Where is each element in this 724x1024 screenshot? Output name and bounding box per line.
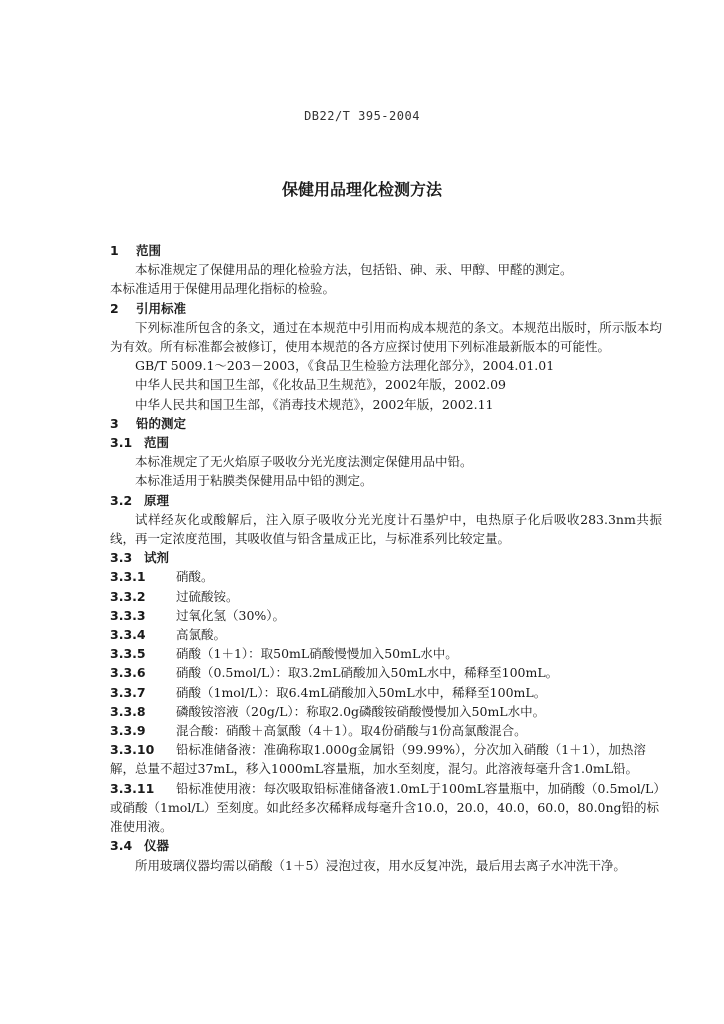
paragraph: 本标准适用于保健用品理化指标的检验。	[110, 281, 336, 297]
subsection-heading-3-2: 3.2 原理	[110, 492, 170, 508]
subsection-heading-3-3: 3.3 试剂	[110, 550, 170, 566]
reference-item: 中华人民共和国卫生部，《消毒技术规范》，2002年版，2002.11	[135, 396, 494, 412]
standard-code: DB22/T 395-2004	[304, 109, 420, 123]
list-item: 3.3.5 硝酸（1＋1）：取50mL硝酸慢慢加入50mL水中。	[110, 646, 458, 662]
paragraph: 本标准规定了无火焰原子吸收分光光度法测定保健用品中铅。	[135, 454, 473, 470]
subsection-heading-3-4: 3.4 仪器	[110, 838, 170, 854]
paragraph: 本标准适用于粘膜类保健用品中铅的测定。	[135, 473, 373, 489]
list-item: 3.3.4 高氯酸。	[110, 627, 227, 643]
page-title: 保健用品理化检测方法	[281, 180, 442, 199]
list-item: 3.3.10 铅标准储备液：准确称取1.000g金属铅（99.99%），分次加入硝酸（1＋1），加热溶解，总量不超过37mL，移入1000mL容量瓶，加水至刻度，混匀。此溶液每毫升含1.0mL铅。	[110, 742, 646, 777]
reference-item: 中华人民共和国卫生部，《化妆品卫生规范》，2002年版，2002.09	[135, 377, 507, 393]
list-item: 3.3.11 铅标准使用液：每次吸取铅标准储备液1.0mL于100mL容量瓶中，加硝酸（0.5mol/L）或硝酸（1mol/L）至刻度。如此经多次稀释成每毫升含10.0，20.0，40.0，60.0，80.0ng铅的标准使用液。	[110, 780, 660, 835]
section-heading-2: 2 引用标准	[110, 300, 187, 316]
list-item: 3.3.2 过硫酸铵。	[110, 588, 239, 604]
paragraph: 所用玻璃仪器均需以硝酸（1＋5）浸泡过夜，用水反复冲洗，最后用去离子水冲洗干净。	[135, 857, 626, 873]
paragraph: 试样经灰化或酸解后，注入原子吸收分光光度计石墨炉中，电热原子化后吸收283.3nm共振线，再一定浓度范围，其吸收值与铅含量成正比，与标准系列比较定量。	[110, 511, 662, 547]
list-item: 3.3.6 硝酸（0.5mol/L）：取3.2mL硝酸加入50mL水中，稀释至100mL。	[110, 665, 559, 681]
list-item: 3.3.1 硝酸。	[110, 569, 214, 585]
section-heading-3: 3 铅的测定	[110, 415, 187, 431]
section-heading-1: 1 范围	[110, 243, 162, 258]
document-body	[110, 241, 662, 875]
paragraph: 下列标准所包含的条文，通过在本规范中引用而构成本规范的条文。本规范出版时，所示版本均为有效。所有标准都会被修订，使用本规范的各方应探讨使用下列标准最新版本的可能性。	[110, 319, 662, 355]
paragraph: 本标准规定了保健用品的理化检验方法，包括铅、砷、汞、甲醇、甲醛的测定。	[135, 262, 573, 278]
subsection-heading-3-1: 3.1 范围	[110, 435, 170, 451]
list-item: 3.3.8 磷酸铵溶液（20g/L）：称取2.0g磷酸铵硝酸慢慢加入50mL水中。	[110, 703, 546, 719]
list-item: 3.3.3 过氧化氢（30%）。	[110, 607, 286, 623]
list-item: 3.3.9 混合酸：硝酸＋高氯酸（4＋1）。取4份硝酸与1份高氯酸混合。	[110, 723, 527, 739]
reference-item: GB/T 5009.1～203－2003，《食品卫生检验方法理化部分》，2004.01.01	[135, 358, 555, 374]
list-item: 3.3.7 硝酸（1mol/L）：取6.4mL硝酸加入50mL水中，稀释至100mL。	[110, 684, 547, 700]
